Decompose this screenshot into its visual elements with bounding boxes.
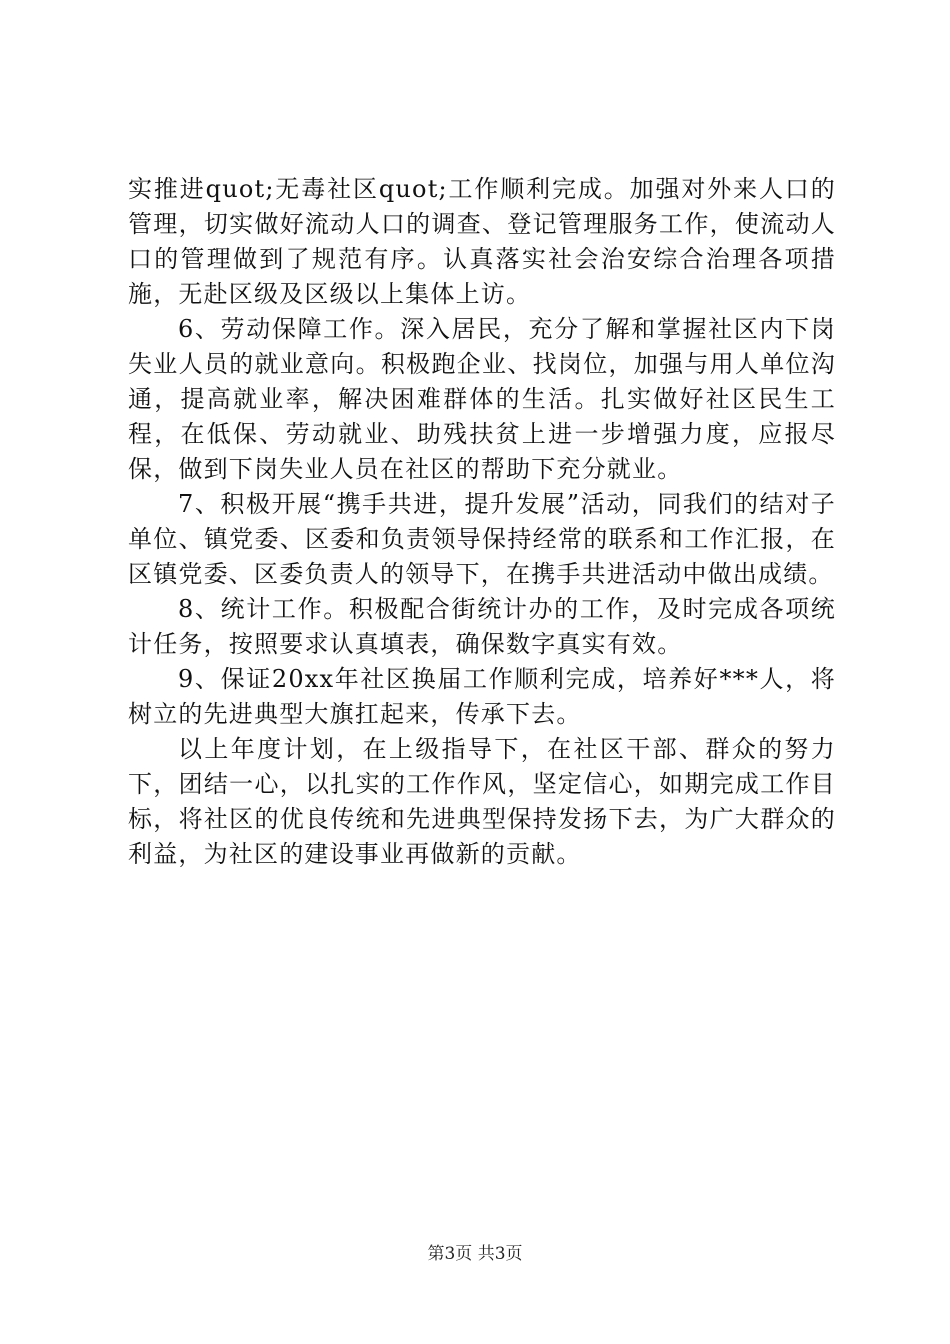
paragraph-election: 9、保证20xx年社区换届工作顺利完成，培养好***人，将树立的先进典型大旗扛起来，传承下去。 [128, 665, 836, 728]
page-footer: 第3页 共3页 [427, 1244, 523, 1264]
paragraph-joint-progress: 7、积极开展“携手共进，提升发展”活动，同我们的结对子单位、镇党委、区委和负责领导保持经常的联系和工作汇报，在区镇党委、区委负责人的领导下，在携手共进活动中做出成绩。 [128, 490, 836, 588]
paragraph-labor-security: 6、劳动保障工作。深入居民，充分了解和掌握社区内下岗失业人员的就业意向。积极跑企业、找岗位，加强与用人单位沟通，提高就业率，解决困难群体的生活。扎实做好社区民生工程，在低保、劳动就业、助残扶贫上进一步增强力度，应报尽保，做到下岗失业人员在社区的帮助下充分就业。 [128, 315, 836, 483]
paragraph-conclusion: 以上年度计划，在上级指导下，在社区干部、群众的努力下，团结一心，以扎实的工作作风，坚定信心，如期完成工作目标，将社区的优良传统和先进典型保持发扬下去，为广大群众的利益，为社区的建设事业再做新的贡献。 [128, 735, 836, 868]
paragraph-continuation: 实推进quot;无毒社区quot;工作顺利完成。加强对外来人口的管理，切实做好流动人口的调查、登记管理服务工作，使流动人口的管理做到了规范有序。认真落实社会治安综合治理各项措施，无赴区级及区级以上集体上访。 [128, 175, 836, 308]
document-body [128, 172, 836, 872]
paragraph-statistics: 8、统计工作。积极配合街统计办的工作，及时完成各项统计任务，按照要求认真填表，确保数字真实有效。 [128, 595, 836, 658]
